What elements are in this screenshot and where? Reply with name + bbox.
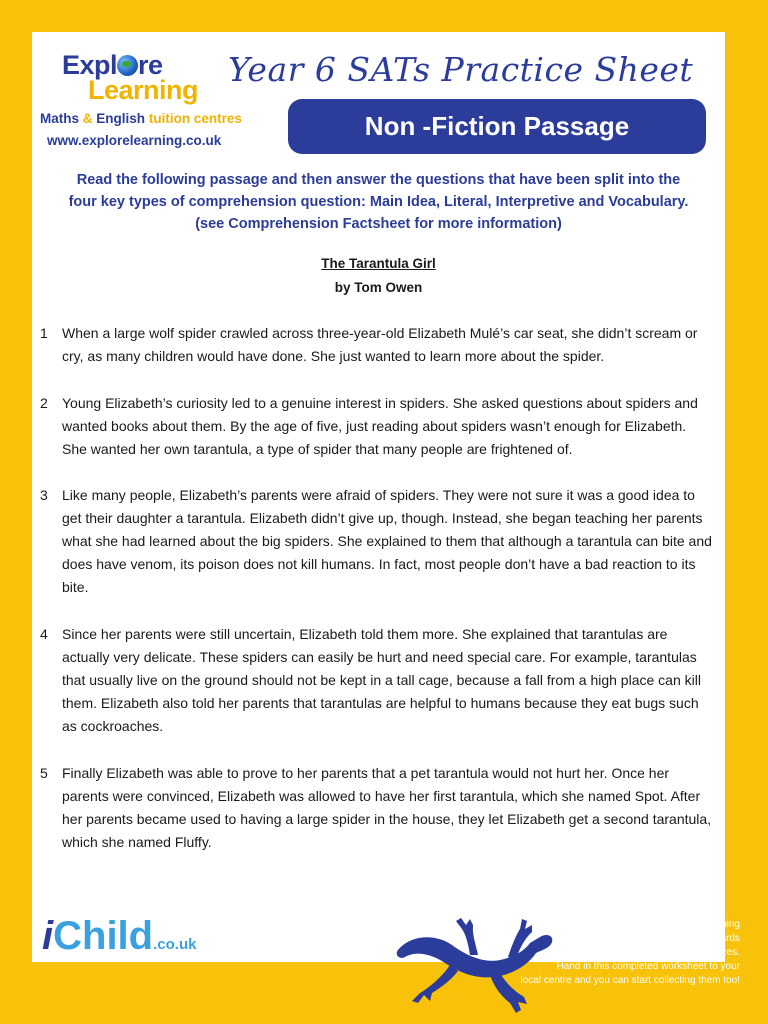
logo-explore-text: Expl re [62,50,163,80]
passage-author: by Tom Owen [334,280,423,295]
paragraph-text: Since her parents were still uncertain, Elizabeth told them more. She explained that tarantulas are actually very delicate. These spiders can easily be hurt and need special care. For example, tarantulas that usually live on the ground should not be kept in a tall cage, because a fall from a high place can kill them. Elizabeth also told her parents that tarantulas are helpful to humans because they eat bugs such as cockroaches. [62,626,701,734]
tagline: Maths & English tuition centres [40,111,242,126]
sheet-title: Year 6 SATs Practice Sheet [228,50,694,89]
passage-title: The Tarantula Girl [321,256,436,271]
instructions: Read the following passage and then answer the questions that have been split into the four key types of comprehension question: Main Idea, Literal, Interpretive and Vocabulary. (see Comprehension Factsheet for more information) [68,172,689,232]
paragraph-2 [40,392,712,461]
section-banner: Non -Fiction Passage [288,99,706,154]
paragraph-4 [40,623,712,738]
paragraph-text: Like many people, Elizabeth’s parents were afraid of spiders. They were not sure it was a good idea to get their daughter a tarantula. Elizabeth didn’t give up, though. Instead, she began teaching her parents what she had learned about the big spiders. She explained to them that although a tarantula can bite and does have venom, its poison does not kill humans. In fact, most people don’t have a bad reaction to its bite. [62,487,712,595]
paragraph-number: 2 [40,395,48,411]
paragraph-number: 4 [40,626,48,642]
paragraph-number: 3 [40,487,48,503]
website-link[interactable]: www.explorelearning.co.uk [47,133,222,148]
ichild-logo: iChild.co.uk [42,914,197,958]
paragraph-number: 5 [40,765,48,781]
paragraph-text: When a large wolf spider crawled across three-year-old Elizabeth Mulé’s car seat, she didn’t scream or cry, as many children would have done. She just wanted to learn more about the spider. [62,325,698,364]
paragraph-5 [40,762,712,854]
lizard-card-promo: Explore Learning members collect lizard cards which can be exchanged for prizes. Hand in this completed worksheet to your local centre and you can start collecting them too! [520,919,740,986]
globe-icon [117,55,138,76]
explore-learning-logo [62,50,222,110]
paragraph-number: 1 [40,325,48,341]
paragraph-text: Young Elizabeth’s curiosity led to a genuine interest in spiders. She asked questions about spiders and wanted books about them. By the age of five, just reading about spiders wasn’t enough for Elizabeth. She wanted her own tarantula, a type of spider that many people are frightened of. [62,395,698,457]
logo-learning-text: Learning [88,75,199,105]
worksheet-page [32,32,725,962]
paragraph-3 [40,484,712,599]
paragraph-1 [40,322,712,368]
paragraph-text: Finally Elizabeth was able to prove to her parents that a pet tarantula would not hurt her. Once her parents were convinced, Elizabeth was allowed to have her first tarantula, which she named Spot. After her parents became used to having a large spider in the house, they let Elizabeth get a second tarantula, which she named Fluffy. [62,765,712,850]
